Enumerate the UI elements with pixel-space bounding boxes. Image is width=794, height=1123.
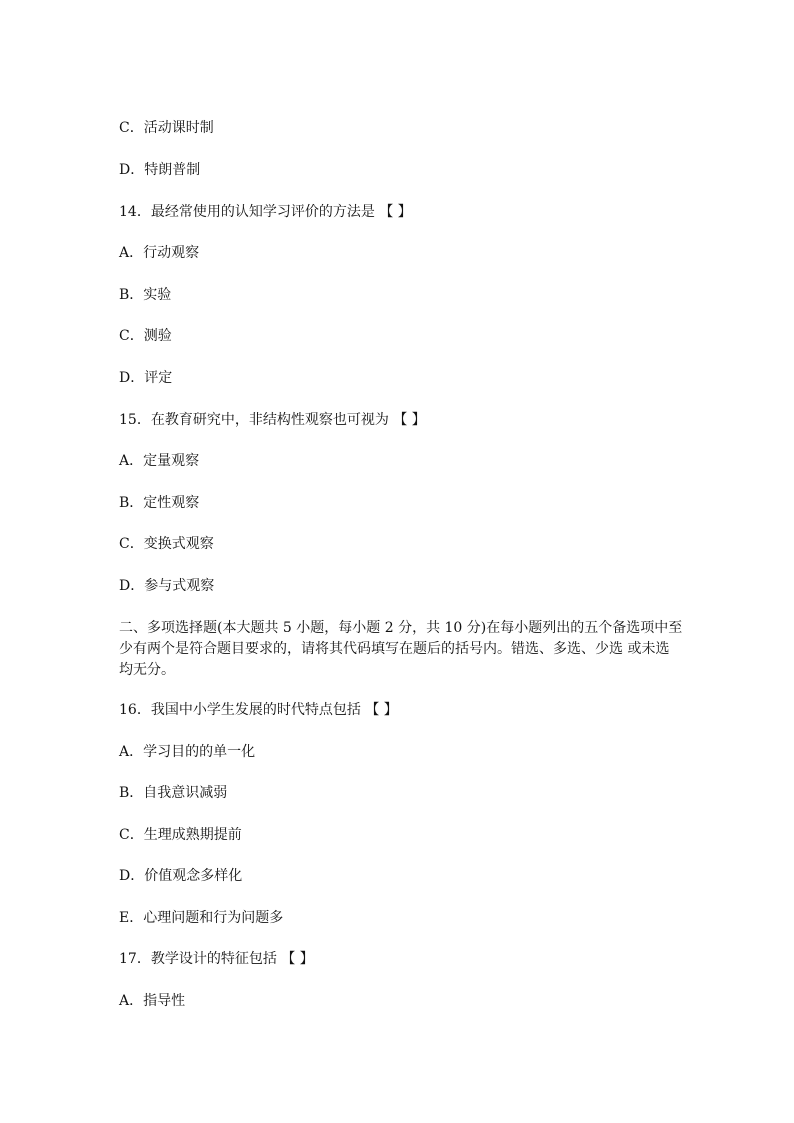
option-b-q15: B．定性观察 — [119, 495, 200, 511]
question-14: 14．最经常使用的认知学习评价的方法是 【 】 — [119, 204, 412, 220]
option-c-q14: C．测验 — [119, 328, 172, 344]
section-heading-line-1: 二、多项选择题(本大题共 5 小题，每小题 2 分，共 10 分)在每小题列出的五个备选项中至 — [119, 620, 683, 636]
option-a-q17: A．指导性 — [119, 993, 186, 1009]
option-c-q13: C．活动课时制 — [119, 120, 214, 136]
option-d-q15: D．参与式观察 — [119, 578, 215, 594]
option-c-q16: C．生理成熟期提前 — [119, 827, 242, 843]
option-d-q14: D．评定 — [119, 370, 173, 386]
option-a-q16: A．学习目的的单一化 — [119, 744, 256, 760]
section-heading-line-3: 均无分。 — [119, 662, 175, 678]
section-heading-line-2: 少有两个是符合题目要求的，请将其代码填写在题后的括号内。错选、多选、少选 或未选 — [119, 641, 670, 657]
option-d-q16: D．价值观念多样化 — [119, 868, 243, 884]
option-b-q16: B．自我意识减弱 — [119, 785, 228, 801]
option-a-q14: A．行动观察 — [119, 245, 200, 261]
question-17: 17．教学设计的特征包括 【 】 — [119, 951, 314, 967]
question-15: 15．在教育研究中，非结构性观察也可视为 【 】 — [119, 412, 426, 428]
option-b-q14: B．实验 — [119, 287, 172, 303]
option-e-q16: E．心理问题和行为问题多 — [119, 910, 284, 926]
option-a-q15: A．定量观察 — [119, 453, 200, 469]
option-d-q13: D．特朗普制 — [119, 162, 201, 178]
option-c-q15: C．变换式观察 — [119, 536, 214, 552]
question-16: 16．我国中小学生发展的时代特点包括 【 】 — [119, 702, 398, 718]
